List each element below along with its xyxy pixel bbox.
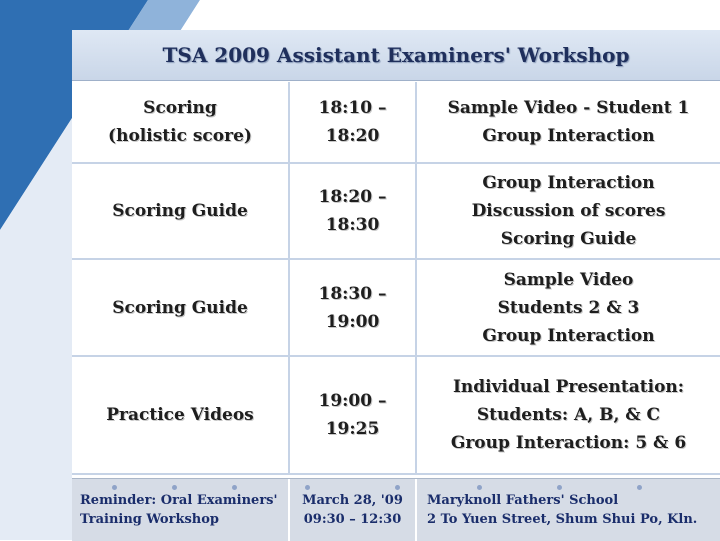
- dot-decoration: [112, 485, 117, 490]
- footer-line: 09:30 – 12:30: [303, 512, 402, 527]
- footer-line: Reminder: Oral Examiners': [80, 493, 278, 508]
- cell-line: 18:20 –: [318, 187, 387, 207]
- table-cell-activity: [417, 82, 720, 164]
- dot-decoration: [477, 485, 482, 490]
- schedule-table: [72, 82, 720, 476]
- table-cell-activity: [417, 357, 720, 475]
- footer-bar: [72, 478, 720, 541]
- cell-line: Sample Video - Student 1: [447, 98, 690, 118]
- footer-line: March 28, '09: [302, 493, 403, 508]
- cell-line: Scoring: [143, 98, 217, 118]
- cell-line: 18:20: [325, 126, 380, 146]
- cell-line: Sample Video: [503, 269, 634, 290]
- cell-line: 19:00 –: [318, 391, 387, 411]
- cell-line: Scoring Guide: [500, 229, 637, 249]
- cell-line: 18:30 –: [318, 283, 387, 304]
- cell-line: Students: A, B, & C: [476, 405, 661, 425]
- footer-date: [290, 479, 417, 541]
- table-cell-time: [290, 357, 417, 475]
- cell-line: Scoring Guide: [112, 201, 248, 221]
- table-cell-activity: [417, 164, 720, 260]
- table-cell-item: [72, 82, 290, 164]
- footer-reminder: [72, 479, 290, 541]
- footer-line: Maryknoll Fathers' School: [427, 493, 619, 508]
- table-cell-time: [290, 260, 417, 357]
- cell-line: Students 2 & 3: [497, 297, 640, 318]
- cell-line: Group Interaction: [482, 126, 655, 146]
- dot-decoration: [395, 485, 400, 490]
- dot-decoration: [172, 485, 177, 490]
- cell-line: 18:10 –: [318, 98, 387, 118]
- dot-decoration: [557, 485, 562, 490]
- table-cell-time: [290, 82, 417, 164]
- slide: [72, 30, 720, 540]
- cell-line: Scoring Guide: [112, 297, 248, 318]
- cell-line: 19:00: [325, 311, 380, 332]
- cell-line: Practice Videos: [106, 405, 254, 425]
- cell-line: Group Interaction: 5 & 6: [450, 433, 687, 453]
- dot-decoration: [637, 485, 642, 490]
- cell-line: 18:30: [325, 215, 380, 235]
- dot-decoration: [305, 485, 310, 490]
- table-cell-item: [72, 164, 290, 260]
- slide-title: TSA 2009 Assistant Examiners' Workshop: [72, 30, 720, 81]
- cell-line: Discussion of scores: [471, 201, 666, 221]
- cell-line: (holistic score): [108, 126, 252, 146]
- table-cell-item: [72, 357, 290, 475]
- table-cell-time: [290, 164, 417, 260]
- table-cell-activity: [417, 260, 720, 357]
- table-cell-item: [72, 260, 290, 357]
- footer-line: Training Workshop: [80, 512, 219, 527]
- cell-line: Individual Presentation:: [452, 377, 685, 397]
- dot-decoration: [232, 485, 237, 490]
- footer-line: 2 To Yuen Street, Shum Shui Po, Kln.: [427, 512, 698, 527]
- cell-line: Group Interaction: [482, 325, 655, 346]
- footer-venue: [417, 479, 720, 541]
- cell-line: Group Interaction: [482, 173, 655, 193]
- cell-line: 19:25: [325, 419, 380, 439]
